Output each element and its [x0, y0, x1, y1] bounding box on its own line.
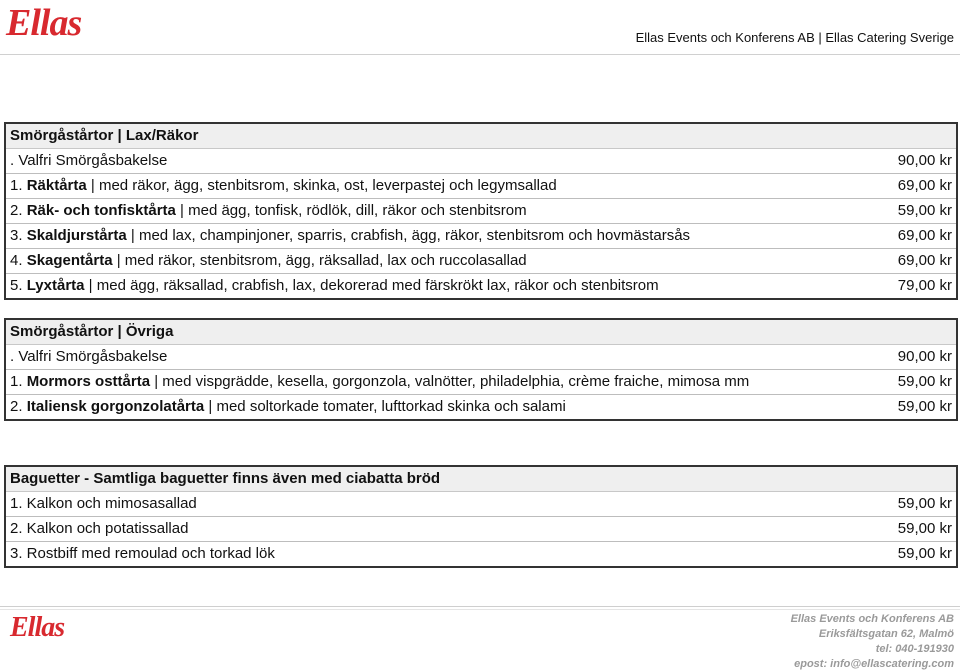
menu-row	[6, 249, 956, 274]
item-price: 59,00 kr	[897, 495, 952, 512]
item-price: 59,00 kr	[897, 202, 952, 219]
footer-company: Ellas Events och Konferens AB	[790, 613, 954, 625]
menu-row	[6, 542, 956, 568]
item-name: Skagentårta	[26, 252, 113, 269]
item-description: | med soltorkade tomater, lufttorkad skinka och salami	[204, 398, 566, 415]
item-name: 1. Kalkon och mimosasallad	[10, 495, 197, 512]
footer-logo: Ellas	[10, 612, 65, 643]
menu-row	[6, 199, 956, 224]
item-name: Lyxtårta	[26, 277, 85, 294]
item-prefix: . Valfri Smörgåsbakelse	[10, 152, 168, 169]
menu-row	[6, 174, 956, 199]
item-price: 90,00 kr	[897, 348, 952, 365]
item-prefix: . Valfri Smörgåsbakelse	[10, 348, 168, 365]
item-price: 59,00 kr	[897, 373, 952, 390]
menu-row	[6, 492, 956, 517]
item-prefix: 5.	[10, 277, 27, 294]
menu-row	[6, 149, 956, 174]
item-name: 3. Rostbiff med remoulad och torkad lök	[10, 545, 275, 562]
item-description: | med lax, champinjoner, sparris, crabfish, ägg, räkor, stenbitsrom och hovmästarsås	[126, 227, 691, 244]
header-logo: Ellas	[6, 2, 82, 44]
item-prefix: 4.	[10, 252, 27, 269]
item-price: 59,00 kr	[897, 398, 952, 415]
menu-section-ovriga	[4, 318, 958, 421]
item-description: | med ägg, tonfisk, rödlök, dill, räkor och stenbitsrom	[175, 202, 527, 219]
menu-section-lax-rakor	[4, 122, 958, 300]
footer-phone: tel: 040-191930	[875, 643, 954, 655]
section-title: Smörgåstårtor | Lax/Räkor	[6, 124, 956, 149]
footer-contact	[791, 612, 954, 672]
item-price: 79,00 kr	[897, 277, 952, 294]
menu-row	[6, 395, 956, 421]
header-divider	[0, 54, 960, 55]
item-name: 2. Kalkon och potatissallad	[10, 520, 189, 537]
item-prefix: 2.	[10, 202, 27, 219]
item-price: 59,00 kr	[897, 520, 952, 537]
footer-address: Eriksfältsgatan 62, Malmö	[818, 628, 954, 640]
item-price: 90,00 kr	[897, 152, 952, 169]
menu-row	[6, 345, 956, 370]
item-description: | med räkor, stenbitsrom, ägg, räksallad, lax och ruccolasallad	[112, 252, 527, 269]
item-name: Räktårta	[26, 177, 87, 194]
menu-row	[6, 517, 956, 542]
menu-section-baguetter	[4, 465, 958, 568]
menu-row	[6, 370, 956, 395]
item-price: 69,00 kr	[897, 252, 952, 269]
item-description: | med räkor, ägg, stenbitsrom, skinka, ost, leverpastej och legymsallad	[86, 177, 557, 194]
item-name: Mormors osttårta	[26, 373, 151, 390]
footer-divider	[0, 606, 960, 607]
item-price: 69,00 kr	[897, 227, 952, 244]
header-company-name: Ellas Events och Konferens AB | Ellas Catering Sverige	[635, 30, 954, 45]
item-description: | med vispgrädde, kesella, gorgonzola, valnötter, philadelphia, crème fraiche, mimosa mm	[150, 373, 750, 390]
item-prefix: 3.	[10, 227, 27, 244]
item-price: 69,00 kr	[897, 177, 952, 194]
menu-row	[6, 224, 956, 249]
menu-row	[6, 274, 956, 300]
item-name: Räk- och tonfisktårta	[26, 202, 176, 219]
item-name: Italiensk gorgonzolatårta	[26, 398, 205, 415]
item-description: | med ägg, räksallad, crabfish, lax, dekorerad med färskrökt lax, räkor och stenbitsrom	[84, 277, 659, 294]
item-prefix: 2.	[10, 398, 27, 415]
item-prefix: 1.	[10, 373, 27, 390]
section-title: Smörgåstårtor | Övriga	[6, 320, 956, 345]
footer-email: epost: info@ellascatering.com	[794, 658, 954, 670]
footer-divider	[0, 609, 960, 610]
item-name: Skaldjurstårta	[26, 227, 127, 244]
item-price: 59,00 kr	[897, 545, 952, 562]
section-title: Baguetter - Samtliga baguetter finns även med ciabatta bröd	[6, 467, 956, 492]
item-prefix: 1.	[10, 177, 27, 194]
